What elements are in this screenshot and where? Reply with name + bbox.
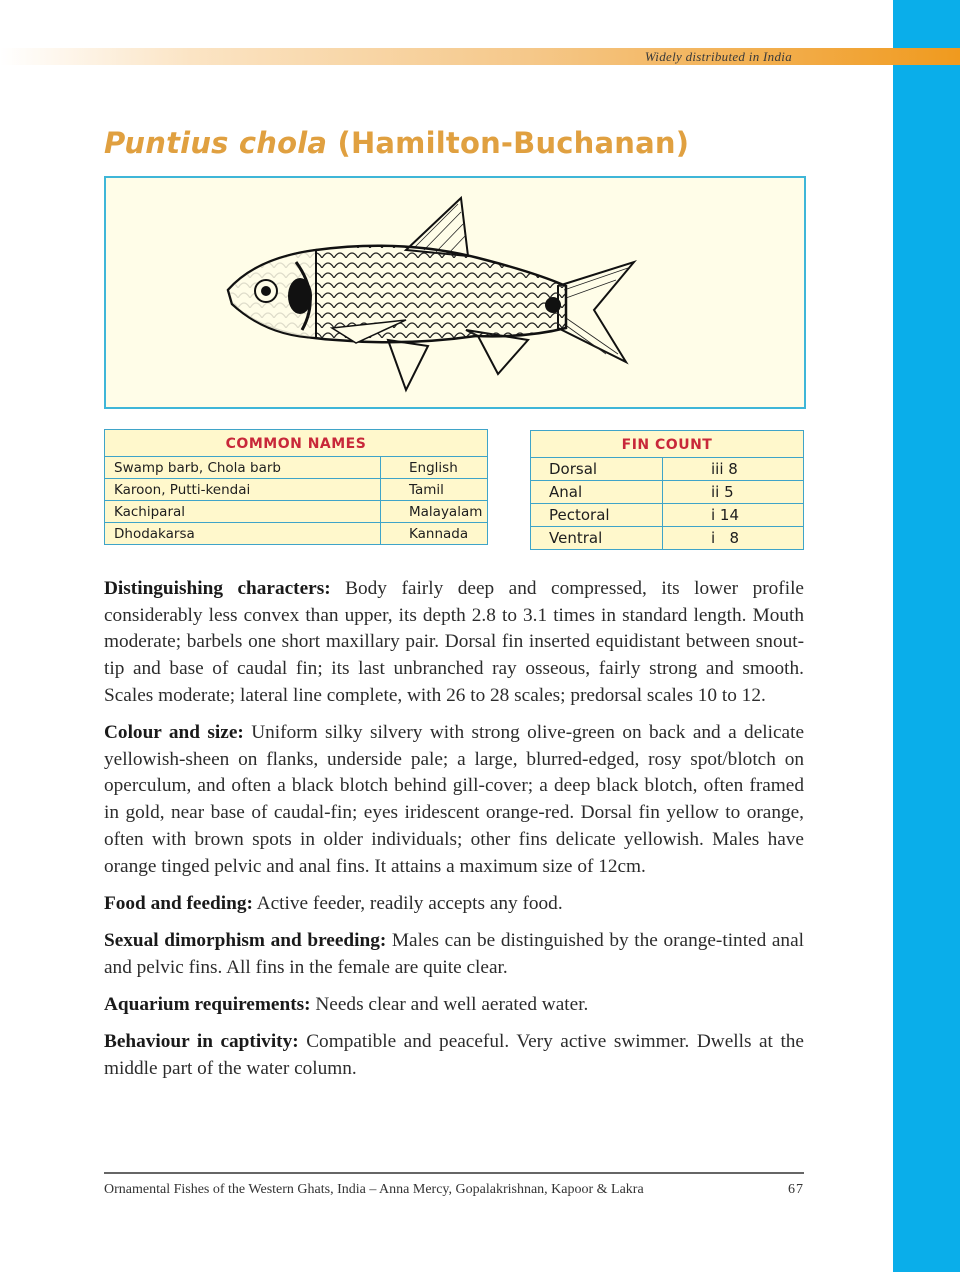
footer-citation: Ornamental Fishes of the Western Ghats, India – Anna Mercy, Gopalakrishnan, Kapoor & Lakra — [104, 1182, 644, 1197]
authority: (Hamilton-Buchanan) — [337, 126, 690, 160]
scientific-name: Puntius chola — [104, 126, 328, 160]
section-sexual-dimorphism — [104, 928, 804, 981]
species-description — [104, 576, 804, 1093]
fin-count-heading: FIN COUNT — [531, 431, 804, 458]
language: English — [381, 457, 488, 479]
section-label: Food and feeding: — [104, 892, 253, 914]
table-row — [531, 458, 804, 481]
language: Tamil — [381, 479, 488, 501]
section-text: Uniform silky silvery with strong olive-green on back and a delicate yellowish-sheen on flanks, underside pale; a large, blurred-edged, rosy spot/blotch on operculum, and often a black blotch behind gill-cover; a deep black blotch, often framed in gold, near base of caudal-fin; eyes iridescent orange-red. Dorsal fin yellow to orange, often with brown spots in older individuals; other fins delicate yellowish. Males have orange tinged pelvic and anal fins. It attains a maximum size of 12cm. — [104, 722, 804, 877]
header-band — [0, 48, 960, 65]
fin-count-value: ii 5 — [663, 481, 804, 504]
section-food-and-feeding — [104, 891, 804, 918]
common-name: Kachiparal — [105, 501, 381, 523]
section-aquarium-requirements — [104, 992, 804, 1019]
caudal-spot — [545, 297, 561, 313]
language: Malayalam — [381, 501, 488, 523]
common-name: Dhodakarsa — [105, 523, 381, 545]
fin-count-value: i 8 — [663, 527, 804, 550]
common-names-table — [104, 429, 488, 545]
section-text: Active feeder, readily accepts any food. — [252, 892, 563, 914]
section-label: Behaviour in captivity: — [104, 1031, 299, 1053]
fish-illustration-frame — [104, 176, 806, 409]
table-row — [105, 479, 488, 501]
section-colour-and-size — [104, 720, 804, 880]
section-label: Colour and size: — [104, 722, 244, 744]
side-color-bar — [893, 0, 960, 1272]
footer-divider — [104, 1172, 804, 1174]
fin-name: Anal — [531, 481, 663, 504]
table-row — [105, 523, 488, 545]
section-text: Needs clear and well aerated water. — [310, 993, 589, 1015]
section-label: Distinguishing characters: — [104, 578, 331, 599]
table-row — [531, 527, 804, 550]
header-band-text: Widely distributed in India — [644, 49, 792, 64]
section-text: Compatible and peaceful. Very active swimmer. Dwells at the middle part of the water column. — [104, 1031, 804, 1079]
section-text: Males can be distinguished by the orange-tinted anal and pelvic fins. All fins in the female are quite clear. — [104, 929, 804, 978]
table-row — [105, 457, 488, 479]
section-label: Sexual dimorphism and breeding: — [104, 929, 387, 951]
table-row — [531, 481, 804, 504]
section-text: Body fairly deep and compressed, its lower profile considerably less convex than upper, its depth 2.8 to 3.1 times in standard length. Mouth moderate; barbels one short maxillary pair. Dorsal fin inserted equidistant between snout-tip and base of caudal fin; its last unbranched ray osseous, fairly strong and smooth. Scales moderate; lateral line complete, with 26 to 28 scales; predorsal scales 10 to 12. — [104, 578, 804, 706]
fin-count-table — [530, 430, 804, 550]
section-behaviour-in-captivity — [104, 1029, 804, 1082]
page-number: 67 — [788, 1182, 804, 1197]
pelvic-fin — [388, 340, 428, 390]
table-row — [531, 504, 804, 527]
footer — [104, 1182, 804, 1198]
language: Kannada — [381, 523, 488, 545]
table-row — [105, 501, 488, 523]
fin-name: Pectoral — [531, 504, 663, 527]
common-names-heading: COMMON NAMES — [105, 430, 488, 457]
page-title — [104, 126, 689, 160]
common-name: Karoon, Putti-kendai — [105, 479, 381, 501]
fin-count-value: i 14 — [663, 504, 804, 527]
common-name: Swamp barb, Chola barb — [105, 457, 381, 479]
fin-name: Ventral — [531, 527, 663, 550]
fin-count-value: iii 8 — [663, 458, 804, 481]
section-distinguishing-characters — [104, 576, 804, 710]
section-label: Aquarium requirements: — [104, 993, 311, 1015]
fish-illustration — [106, 178, 804, 407]
fin-name: Dorsal — [531, 458, 663, 481]
